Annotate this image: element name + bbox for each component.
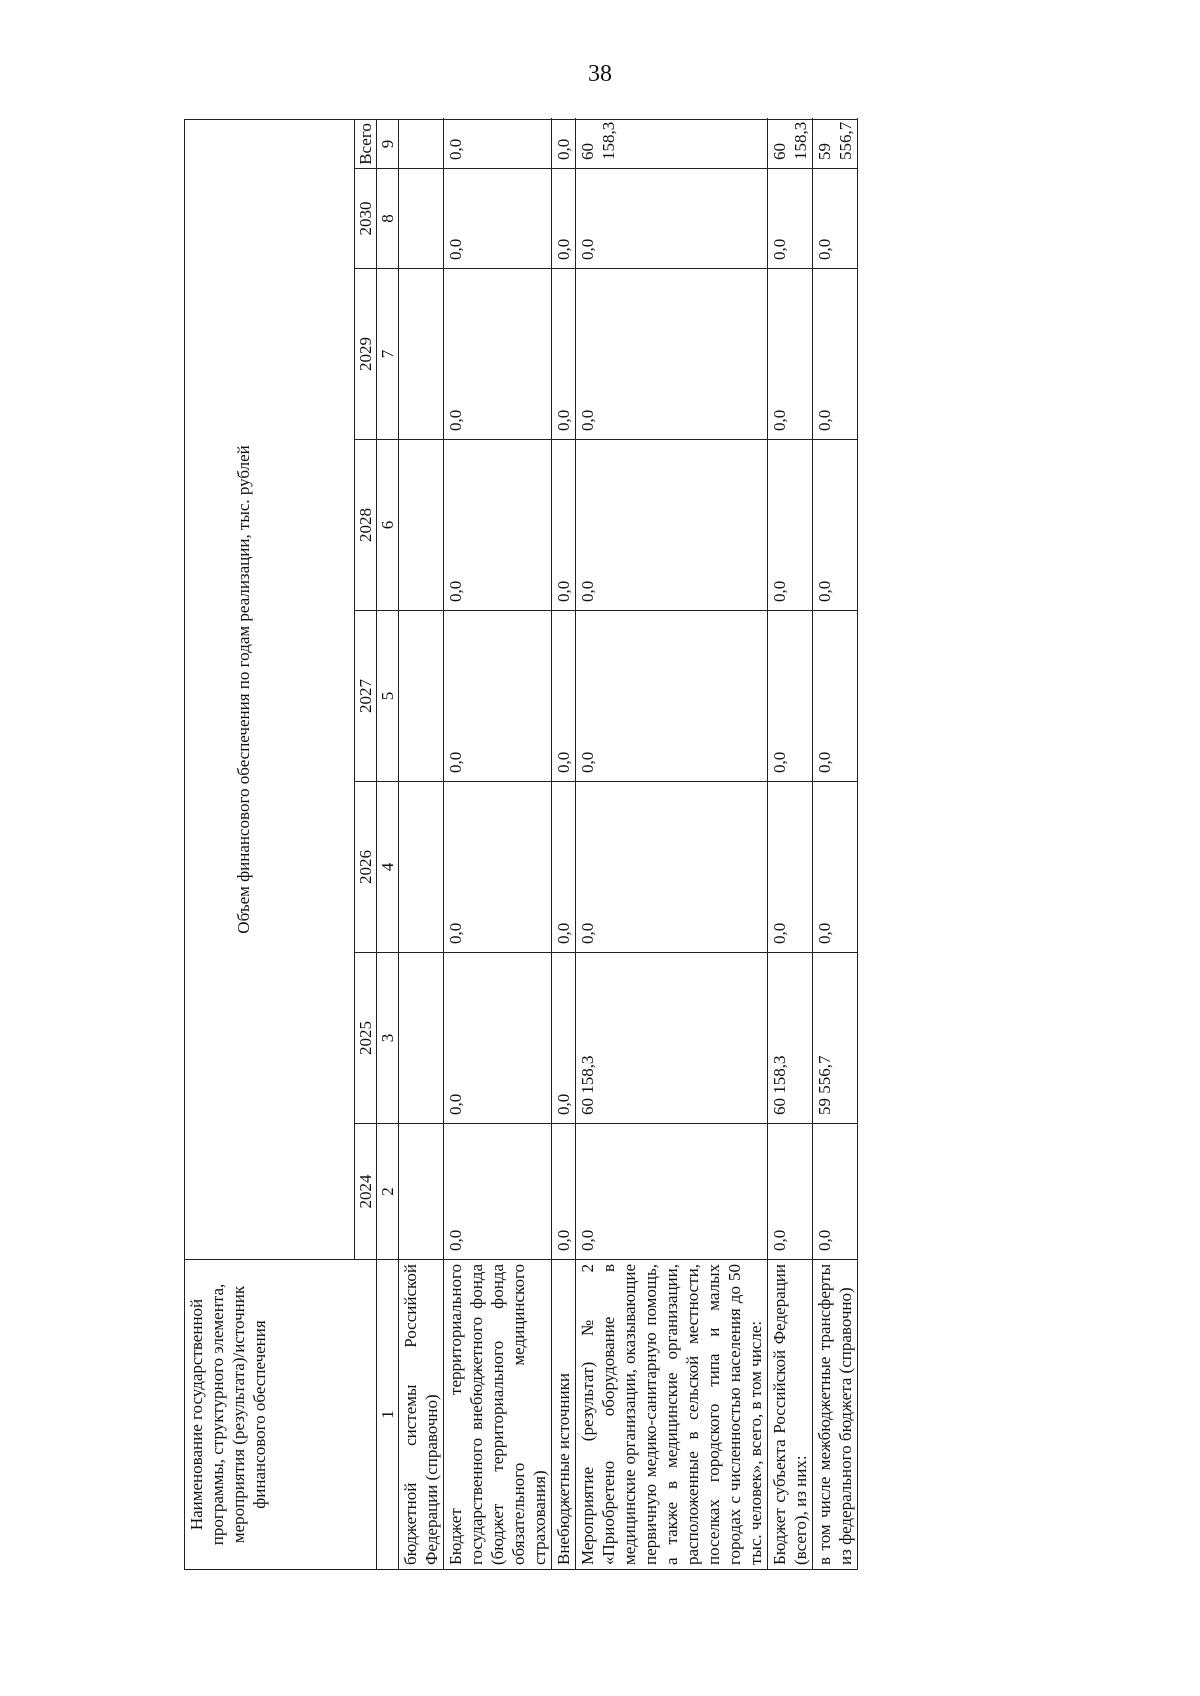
row-value-total (399, 119, 444, 168)
row-value: 0,0 (552, 1124, 576, 1260)
row-value: 0,0 (576, 611, 768, 782)
row-value: 0,0 (552, 611, 576, 782)
row-value: 0,0 (768, 169, 813, 269)
table-row (552, 119, 576, 1569)
table-row (576, 119, 768, 1569)
row-value: 0,0 (576, 440, 768, 611)
row-value: 0,0 (444, 782, 552, 953)
row-value: 0,0 (552, 782, 576, 953)
column-number: 2 (377, 1124, 399, 1260)
row-value-total: 60 158,3 (768, 119, 813, 168)
row-value: 0,0 (813, 1124, 858, 1260)
row-value-total: 0,0 (552, 119, 576, 168)
row-value: 0,0 (444, 953, 552, 1124)
year-header-2030: 2030 (355, 169, 377, 269)
year-header-2025: 2025 (355, 953, 377, 1124)
table-row (768, 119, 813, 1569)
header-row-main (185, 119, 355, 1569)
table-row (444, 119, 552, 1569)
funding-group-header: Объем финансового обеспечения по годам реализации, тыс. рублей (185, 119, 355, 1259)
row-name: в том числе межбюджетные трансферты из федерального бюджета (справочно) (813, 1260, 858, 1570)
row-value: 60 158,3 (576, 953, 768, 1124)
row-value: 0,0 (576, 782, 768, 953)
row-value: 0,0 (768, 1124, 813, 1260)
row-value: 0,0 (576, 1124, 768, 1260)
row-value-total: 0,0 (444, 119, 552, 168)
row-value (399, 1124, 444, 1260)
row-value: 0,0 (768, 440, 813, 611)
row-value: 0,0 (552, 169, 576, 269)
financing-table (184, 119, 858, 1570)
column-number: 9 (377, 119, 399, 168)
row-value (399, 440, 444, 611)
row-name: Внебюджетные источники (552, 1260, 576, 1570)
row-value: 0,0 (813, 169, 858, 269)
column-number: 8 (377, 169, 399, 269)
row-value: 0,0 (576, 269, 768, 440)
year-header-2024: 2024 (355, 1124, 377, 1260)
name-column-header: Наименование государственной программы, структурного элемента, мероприятия (результата)/источник финансового обеспечения (185, 1260, 377, 1570)
year-header-total: Всего (355, 119, 377, 168)
row-value: 0,0 (444, 1124, 552, 1260)
column-number: 3 (377, 953, 399, 1124)
column-number: 1 (377, 1260, 399, 1570)
table-row (399, 119, 444, 1569)
row-name: Бюджет территориального государственного внебюджетного фонда (бюджет территориального фонда обязательного медицинского страхования) (444, 1260, 552, 1570)
row-value-total: 60 158,3 (576, 119, 768, 168)
column-number: 4 (377, 782, 399, 953)
row-value: 0,0 (552, 440, 576, 611)
row-value: 0,0 (768, 611, 813, 782)
row-name: Бюджет субъекта Российской Федерации (всего), из них: (768, 1260, 813, 1570)
row-value: 0,0 (444, 611, 552, 782)
row-name: бюджетной системы Российской Федерации (справочно) (399, 1260, 444, 1570)
column-number: 5 (377, 611, 399, 782)
row-value (399, 953, 444, 1124)
row-value: 0,0 (552, 953, 576, 1124)
column-number: 6 (377, 440, 399, 611)
row-value: 0,0 (813, 611, 858, 782)
table-row (813, 119, 858, 1569)
row-value: 0,0 (576, 169, 768, 269)
row-value: 0,0 (768, 782, 813, 953)
row-value: 0,0 (813, 440, 858, 611)
column-number-row (377, 119, 399, 1569)
page-number: 38 (588, 61, 612, 87)
row-value: 0,0 (813, 269, 858, 440)
year-header-2027: 2027 (355, 611, 377, 782)
column-number: 7 (377, 269, 399, 440)
row-value: 60 158,3 (768, 953, 813, 1124)
row-value: 59 556,7 (813, 953, 858, 1124)
row-value (399, 611, 444, 782)
row-value: 0,0 (444, 440, 552, 611)
year-header-2029: 2029 (355, 269, 377, 440)
row-value (399, 269, 444, 440)
row-value (399, 782, 444, 953)
row-value: 0,0 (552, 269, 576, 440)
financing-table-rotated (184, 120, 1082, 1570)
row-value: 0,0 (768, 269, 813, 440)
row-value: 0,0 (444, 169, 552, 269)
row-value (399, 169, 444, 269)
year-header-2028: 2028 (355, 440, 377, 611)
row-value: 0,0 (444, 269, 552, 440)
row-value: 0,0 (813, 782, 858, 953)
row-name: Мероприятие (результат) № 2 «Приобретено оборудование в медицинские организации, оказывающие первичную медико-санитарную помощь, а также в медицинские организации, расположенные в сельской местности, поселках городского типа и малых городах с численностью населения до 50 тыс. человек», всего, в том числе: (576, 1260, 768, 1570)
row-value-total: 59 556,7 (813, 119, 858, 168)
year-header-2026: 2026 (355, 782, 377, 953)
